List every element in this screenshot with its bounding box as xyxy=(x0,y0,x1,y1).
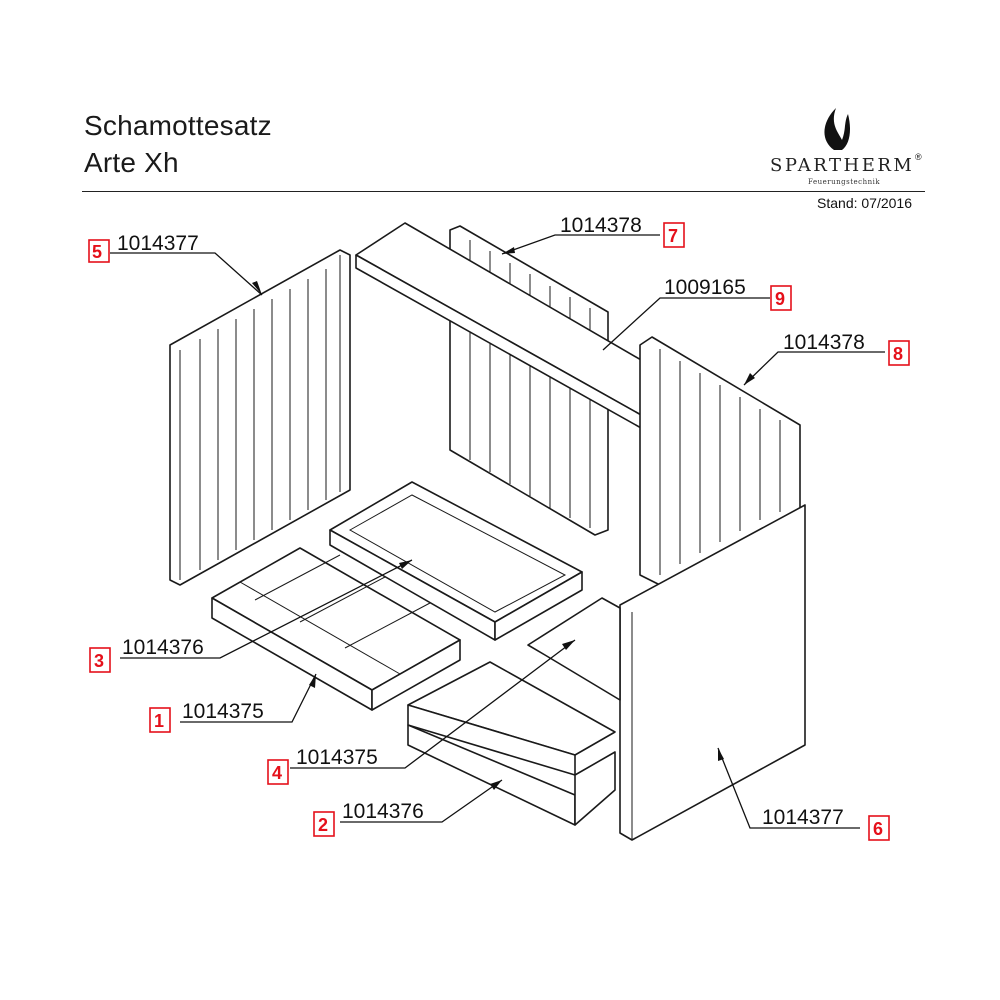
registered-mark: ® xyxy=(915,152,922,162)
callout-4-part-number: 1014375 xyxy=(296,746,378,769)
callout-5-part-number: 1014377 xyxy=(117,232,199,255)
callout-5 xyxy=(89,232,199,262)
callout-3 xyxy=(90,636,204,672)
callout-4-index: 4 xyxy=(272,763,283,783)
callout-2-part-number: 1014376 xyxy=(342,800,424,823)
callout-8-index: 8 xyxy=(893,344,904,364)
stand-date: Stand: 07/2016 xyxy=(817,195,912,211)
callout-7 xyxy=(560,214,684,247)
callout-6-index: 6 xyxy=(873,819,884,839)
callout-4 xyxy=(268,746,378,784)
callout-7-part-number: 1014378 xyxy=(560,214,642,237)
callout-3-part-number: 1014376 xyxy=(122,636,204,659)
callout-9-part-number: 1009165 xyxy=(664,276,746,299)
callout-8-part-number: 1014378 xyxy=(783,331,865,354)
callout-8 xyxy=(783,331,909,365)
callout-1-part-number: 1014375 xyxy=(182,700,264,723)
callout-6-part-number: 1014377 xyxy=(762,806,844,829)
part-5-left-wall xyxy=(170,250,350,585)
brand-subtitle: Feuerungstechnik xyxy=(808,178,881,186)
callout-3-index: 3 xyxy=(94,651,105,671)
brand-logo: SPARTHERM xyxy=(770,155,915,176)
callout-9 xyxy=(664,276,791,310)
callout-2 xyxy=(314,800,424,836)
callout-9-index: 9 xyxy=(775,289,786,309)
callout-1 xyxy=(150,700,264,732)
callout-1-index: 1 xyxy=(154,711,165,731)
part-2-floor-tray xyxy=(408,662,615,825)
callout-5-index: 5 xyxy=(92,242,103,262)
callout-6 xyxy=(762,806,889,840)
callout-2-index: 2 xyxy=(318,815,329,835)
title-line-1: Schamottesatz xyxy=(84,110,272,141)
callout-7-index: 7 xyxy=(668,226,679,246)
title-line-2: Arte Xh xyxy=(84,147,179,178)
